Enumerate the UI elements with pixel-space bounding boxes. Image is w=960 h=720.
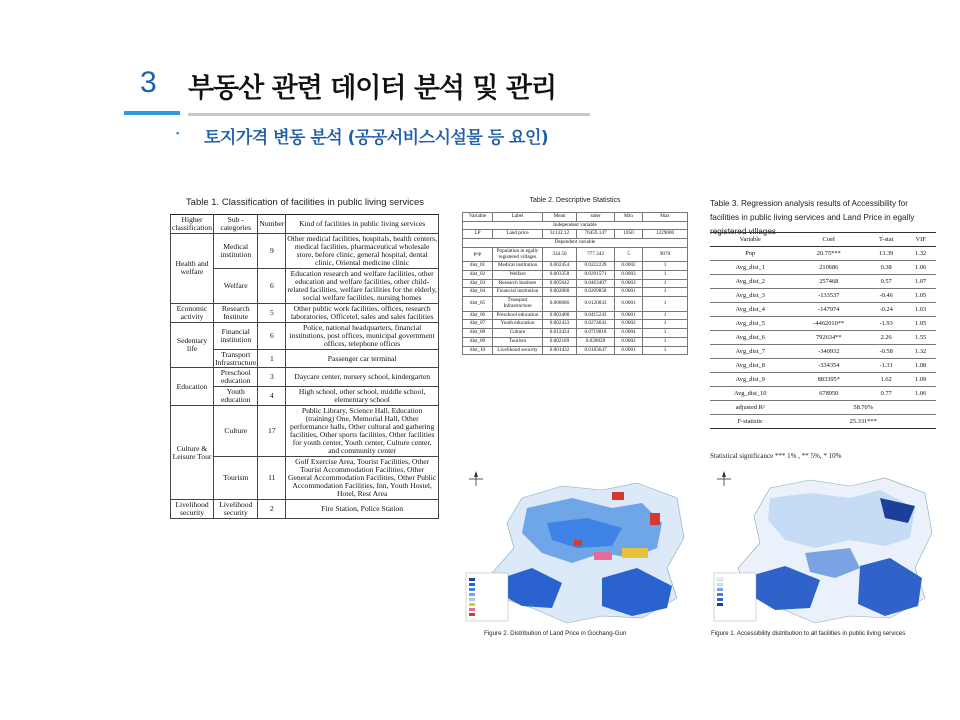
table3-cell: 1.05: [905, 317, 936, 331]
table1-row: [171, 500, 439, 519]
table2-cell: 76459.147: [577, 230, 615, 239]
number-cell: 9: [258, 233, 286, 268]
table2-cell: 0.0003: [615, 279, 643, 288]
table2-cell: 0.002454: [543, 262, 577, 271]
table3-cell: Avg_dist_5: [710, 317, 790, 331]
table2-cell: 0.002068: [543, 288, 577, 297]
table3-cell: 13.39: [867, 247, 905, 261]
table2-row: [463, 271, 688, 280]
map-legend: [714, 573, 756, 621]
table3-header: VIF: [905, 233, 936, 247]
table2-cell: 1: [643, 279, 688, 288]
table2-cell: 1: [643, 271, 688, 280]
table2-cell: Financial institution: [493, 288, 543, 297]
north-arrow-icon: [717, 471, 731, 486]
table2-cell: dist_04: [463, 288, 493, 297]
table2-cell: 0.0002: [615, 262, 643, 271]
accessibility-map: [710, 468, 936, 626]
table2-cell: 0.0001: [615, 346, 643, 355]
table2-row: [463, 311, 688, 320]
table2-cell: dist_05: [463, 297, 493, 311]
table1-header: Number: [258, 215, 286, 234]
table2-cell: 0.003358: [543, 271, 577, 280]
table3-cell: 792634**: [790, 331, 867, 345]
table3-cell: 1.08: [905, 359, 936, 373]
table2-cell: Livelihood security: [493, 346, 543, 355]
table2-cell: 0.0463407: [577, 279, 615, 288]
fstat-value: 25.331***: [790, 415, 936, 429]
subcategory-cell: Welfare: [214, 268, 258, 303]
table2-cell: Medical institution: [493, 262, 543, 271]
table2-cell: 9070: [643, 247, 688, 261]
table2-row: [463, 329, 688, 338]
table1-header: Higher classification: [172, 215, 213, 232]
table3-caption: Table 3. Regression analysis results of Accessibility for facilities in public living services and Land Price in egally registered villages: [710, 199, 915, 236]
table2-cell: pop: [463, 247, 493, 261]
map-legend: [466, 573, 508, 621]
table2-cell: 1: [643, 297, 688, 311]
table3-row: [710, 373, 936, 387]
table2-cell: Land price: [493, 230, 543, 239]
table2-cell: 0.012424: [543, 329, 577, 338]
table2-row: [463, 320, 688, 329]
facility-kind-cell: Fire Station, Police Station: [286, 500, 439, 519]
table2-cell: 0.001432: [543, 346, 577, 355]
table3-cell: Avg_dist_1: [710, 261, 790, 275]
table2-cell: 0.0719818: [577, 329, 615, 338]
table2-row: [463, 337, 688, 346]
facility-kind-cell: Public Library, Science Hall, Education (training) One, Memorial Hall, Other performance halls, Other cultural and gathering facilities, Other sports facilities, Other facilities for youth center, Youth center, Culture center, and community center: [286, 406, 439, 457]
adj-r2-label: adjusted R²: [710, 401, 790, 415]
table2-cell: 1: [643, 311, 688, 320]
table3-row: [710, 359, 936, 373]
table3-cell: 1.03: [905, 303, 936, 317]
table3-cell: 1.32: [905, 345, 936, 359]
number-cell: 2: [258, 500, 286, 519]
table3-header: Variable: [710, 233, 790, 247]
table2-cell: 0.0415243: [577, 311, 615, 320]
table2-row: [463, 297, 688, 311]
number-cell: 5: [258, 303, 286, 322]
number-cell: 6: [258, 268, 286, 303]
table2-cell: 0.0183647: [577, 346, 615, 355]
title-underline: [188, 113, 590, 116]
table3-cell: 678950: [790, 387, 867, 401]
table2-cell: 1: [643, 337, 688, 346]
page-title: 부동산 관련 데이터 분석 및 관리: [188, 73, 557, 104]
table2-cell: 0.0002: [615, 337, 643, 346]
table1-caption: Table 1. Classification of facilities in public living services: [185, 197, 425, 208]
subcategory-cell: Financial institution: [214, 322, 258, 349]
higher-classification-cell: Culture & Leisure Tour: [171, 406, 214, 500]
significance-note: Statistical significance *** 1% , ** 5%, * 10%: [710, 452, 842, 460]
table2-cell: 0.0001: [615, 288, 643, 297]
facility-kind-cell: Passenger car terminal: [286, 349, 439, 368]
table2-cell: 5: [615, 247, 643, 261]
table1-row: [171, 406, 439, 457]
higher-classification-cell: Livelihood security: [171, 500, 214, 519]
table3-cell: Avg_dist_2: [710, 275, 790, 289]
facility-kind-cell: Education research and welfare facilities, other education and welfare facilities, other child-related facilities, welfare facilities for the elderly, social welfare facilities, nursing homes: [287, 268, 437, 302]
table3-row: [710, 387, 936, 401]
table2-cell: 0.0001: [615, 311, 643, 320]
table3-row: [710, 331, 936, 345]
table3-cell: 1.06: [905, 261, 936, 275]
table2-cell: dist_03: [463, 279, 493, 288]
figure1-caption: Figure 1. Accessibility distribution to all facilities in public living services: [711, 630, 906, 637]
table3-row: [710, 289, 936, 303]
title-accent-bar: [124, 111, 180, 115]
table2-cell: 0.0209858: [577, 288, 615, 297]
table3-cell: -334354: [790, 359, 867, 373]
table2-cell: 1229000: [643, 230, 688, 239]
land-price-map: [462, 468, 688, 626]
table3-cell: 1.05: [905, 289, 936, 303]
table3-cell: -1.93: [867, 317, 905, 331]
table3-cell: -133537: [790, 289, 867, 303]
table2-cell: Preschool education: [493, 311, 543, 320]
table3-cell: -340932: [790, 345, 867, 359]
table2-caption: Table 2. Descriptive Statistics: [529, 197, 621, 204]
facility-kind-cell: Other public work facilities, offices, research laboratories, Officetel, sales and sales facilities: [286, 303, 439, 322]
table2-row: [463, 288, 688, 297]
table1-header: Kind of facilities in public living services: [286, 215, 439, 234]
subcategory-cell: Youth education: [214, 387, 258, 406]
table2-cell: 0.0002: [615, 320, 643, 329]
table3-cell: Avg_dist_4: [710, 303, 790, 317]
table3-cell: -1.31: [867, 359, 905, 373]
section-label: Dependent variable: [463, 239, 688, 248]
table2-cell: Culture: [493, 329, 543, 338]
table2-cell: 0.0222239: [577, 262, 615, 271]
table2-cell: 1: [643, 329, 688, 338]
table2-cell: dist_06: [463, 311, 493, 320]
table3-cell: 0.77: [867, 387, 905, 401]
table2-cell: Population in egally registered villages: [493, 247, 543, 261]
figure2-caption: Figure 2. Distribution of Land Price in Gochang-Gun: [484, 630, 627, 637]
subcategory-cell: Research Institute: [214, 303, 258, 322]
table3-cell: Avg_dist_3: [710, 289, 790, 303]
facility-kind-cell: Police, national headquarters, financial institutions, post offices, municipal government offices, telephone offices: [286, 322, 439, 349]
subcategory-cell: Tourism: [214, 457, 258, 500]
table2-cell: 777.342: [577, 247, 615, 261]
table2-row: [463, 262, 688, 271]
table2: [462, 212, 688, 355]
table3-cell: 1.06: [905, 387, 936, 401]
number-cell: 6: [258, 322, 286, 349]
section-label: Independent variable: [463, 221, 688, 230]
subcategory-cell: Livelihood security: [214, 500, 258, 519]
table2-cell: 334.50: [543, 247, 577, 261]
table2-cell: 0.0003: [615, 271, 643, 280]
table2-cell: 0.0291571: [577, 271, 615, 280]
table3-cell: Pop: [710, 247, 790, 261]
table3-cell: 2.26: [867, 331, 905, 345]
table2-cell: Tourism: [493, 337, 543, 346]
table3-cell: Avg_dist_8: [710, 359, 790, 373]
number-cell: 3: [258, 368, 286, 387]
table3-cell: 1.07: [905, 275, 936, 289]
table2-cell: dist_01: [463, 262, 493, 271]
table1-row: [171, 303, 439, 322]
table1-row: [171, 233, 439, 268]
table3-cell: 0.57: [867, 275, 905, 289]
table3-cell: Avg_dist_6: [710, 331, 790, 345]
table2-cell: dist_10: [463, 346, 493, 355]
number-cell: 1: [258, 349, 286, 368]
higher-classification-cell: Economic activity: [171, 303, 214, 322]
table2-row: [463, 230, 688, 239]
table3-row: [710, 247, 936, 261]
table2-header: Mean: [543, 213, 577, 222]
table3-cell: 257468: [790, 275, 867, 289]
table3-cell: 1.09: [905, 373, 936, 387]
table2-cell: dist_02: [463, 271, 493, 280]
table2-cell: 0.003408: [543, 311, 577, 320]
table2-cell: 1: [643, 262, 688, 271]
fstat-label: F-statistic: [710, 415, 790, 429]
subcategory-cell: Culture: [214, 406, 258, 457]
table2-section-row: [463, 221, 688, 230]
table2-cell: Research Institute: [493, 279, 543, 288]
table3-cell: 1.62: [867, 373, 905, 387]
table3-header: T-stat: [867, 233, 905, 247]
table1: [170, 214, 439, 519]
subcategory-cell: Medical institution: [214, 233, 258, 268]
table2-cell: 0.002169: [543, 337, 577, 346]
table2-cell: Youth education: [493, 320, 543, 329]
table2-cell: 31132.12: [543, 230, 577, 239]
table2-cell: 0.0274643: [577, 320, 615, 329]
table3-row: [710, 317, 936, 331]
table3-row: [710, 303, 936, 317]
table2-cell: 0.0120833: [577, 297, 615, 311]
table2-cell: Welfare: [493, 271, 543, 280]
number-cell: 11: [258, 457, 286, 500]
table3-cell: 20.75***: [790, 247, 867, 261]
table3-cell: -147974: [790, 303, 867, 317]
table3-row: [710, 345, 936, 359]
table2-cell: 0.005642: [543, 279, 577, 288]
table1-row: [171, 368, 439, 387]
bullet-icon: ▪: [176, 128, 180, 138]
table2-section-row: [463, 239, 688, 248]
table2-row: [463, 247, 688, 261]
table3-cell: Avg_dist_10: [710, 387, 790, 401]
table3-cell: 1.55: [905, 331, 936, 345]
table2-cell: 0.0004: [615, 329, 643, 338]
table2-cell: 1: [643, 346, 688, 355]
table2-row: [463, 346, 688, 355]
table3-cell: -0.24: [867, 303, 905, 317]
table3-cell: 0.38: [867, 261, 905, 275]
section-subtitle: 토지가격 변동 분석 (공공서비스시설물 등 요인): [204, 128, 549, 148]
table2-cell: dist_07: [463, 320, 493, 329]
table2-cell: 1: [643, 288, 688, 297]
table3-row: [710, 275, 936, 289]
adj-r2-value: 58.70%: [790, 401, 936, 415]
table3-cell: Avg_dist_7: [710, 345, 790, 359]
number-cell: 17: [258, 406, 286, 457]
table2-cell: dist_09: [463, 337, 493, 346]
table1-row: [171, 322, 439, 349]
subcategory-cell: Transport Infrastructure: [215, 349, 257, 367]
facility-kind-cell: High school, other school, middle school, elementary school: [286, 387, 439, 406]
table2-cell: Transport Infrastructure: [493, 297, 543, 311]
table3-row: [710, 261, 936, 275]
table2-row: [463, 279, 688, 288]
table2-header: Label: [493, 213, 543, 222]
table3-cell: -0.46: [867, 289, 905, 303]
table2-header: Variable: [463, 213, 493, 222]
table3-cell: 883395*: [790, 373, 867, 387]
subcategory-cell: Preschool education: [214, 368, 258, 387]
facility-kind-cell: Golf Exercise Area, Tourist Facilities, Other Tourist Accommodation Facilities, Other General Accommodation Facilities, Other Public Accommodation Facilities, Inn, Youth Hostel, Hotel, Rest Area: [286, 457, 439, 500]
facility-kind-cell: Other medical facilities, hospitals, health centers, medical facilities, pharmaceutical wholesale store, before clinic, general hospital, dental clinic, Oriental medicine clinic: [287, 233, 437, 267]
table1-header: Sub -categories: [214, 215, 258, 234]
table2-header: Max: [643, 213, 688, 222]
table2-cell: 1050: [615, 230, 643, 239]
table2-cell: 0.0001: [615, 297, 643, 311]
table2-cell: dist_08: [463, 329, 493, 338]
table2-header: stder: [577, 213, 615, 222]
higher-classification-cell: Health and welfare: [171, 233, 214, 303]
table2-cell: 1: [643, 320, 688, 329]
table3-cell: -4462010**: [790, 317, 867, 331]
facility-kind-cell: Daycare center, nursery school, kindergarten: [286, 368, 439, 387]
table2-cell: 0.028028: [577, 337, 615, 346]
table2-cell: LP: [463, 230, 493, 239]
table3-cell: 1.32: [905, 247, 936, 261]
table3-cell: 210686: [790, 261, 867, 275]
number-cell: 4: [258, 387, 286, 406]
table3: [710, 232, 936, 429]
table2-cell: 0.002433: [543, 320, 577, 329]
higher-classification-cell: Education: [171, 368, 214, 406]
table3-cell: -0.58: [867, 345, 905, 359]
north-arrow-icon: [469, 471, 483, 486]
table2-cell: 0.000686: [543, 297, 577, 311]
table2-header: Min: [615, 213, 643, 222]
section-number: 3: [140, 66, 157, 99]
table3-cell: Avg_dist_9: [710, 373, 790, 387]
higher-classification-cell: Sedentary life: [171, 322, 214, 368]
table3-header: Coef: [790, 233, 867, 247]
